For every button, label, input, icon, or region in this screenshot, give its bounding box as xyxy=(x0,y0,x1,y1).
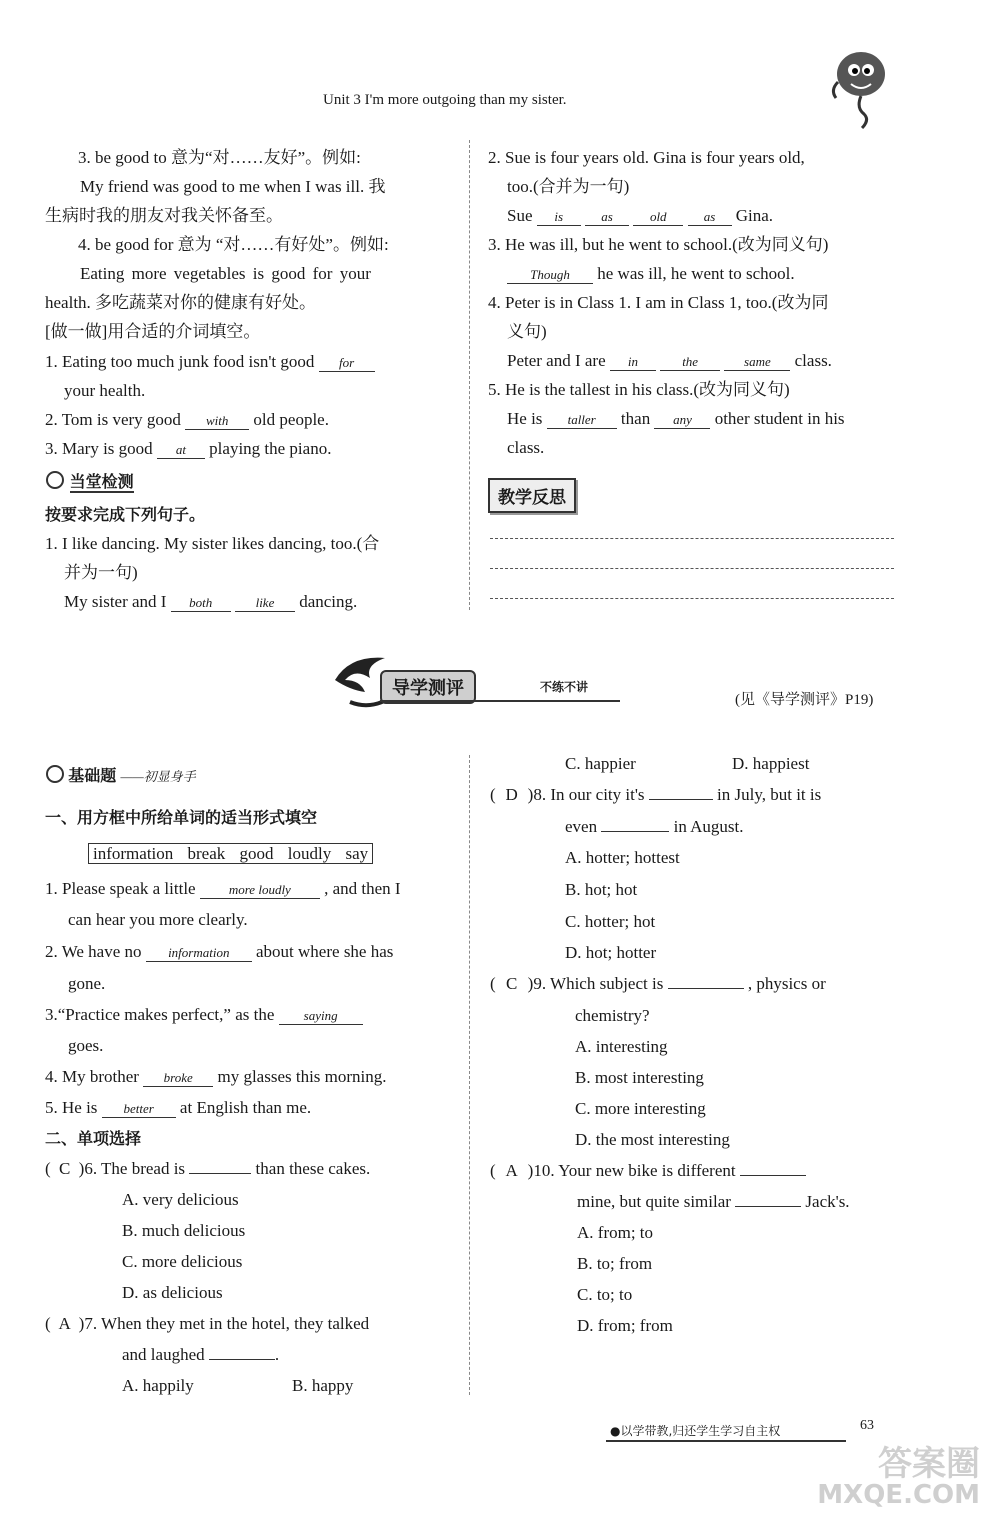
text-line: goes. xyxy=(68,1036,104,1055)
option[interactable]: A. interesting xyxy=(575,1037,668,1056)
answer-blank[interactable]: in xyxy=(610,354,656,371)
answer-line: He is taller than any other student in his xyxy=(507,409,845,428)
footer-rule xyxy=(606,1440,846,1442)
reflection-label: 教学反思 xyxy=(488,478,576,513)
answer-blank[interactable]: Though xyxy=(507,267,593,284)
mc-question-10: ( A )10. Your new bike is different xyxy=(490,1159,806,1183)
answer-blank[interactable] xyxy=(189,1159,251,1174)
question-1: 1. Eating too much junk food isn't good for xyxy=(45,350,375,374)
answer-blank[interactable]: as xyxy=(688,209,732,226)
text-line: gone. xyxy=(68,974,106,993)
option[interactable]: A. happily xyxy=(122,1376,194,1395)
answer-blank[interactable]: like xyxy=(235,595,295,612)
banner-subtitle: 不练不讲 xyxy=(540,680,589,694)
option[interactable]: C. more delicious xyxy=(122,1252,243,1271)
answer-blank[interactable]: better xyxy=(102,1101,176,1118)
text-line: 3. He was ill, but he went to school.(改为同义句) xyxy=(488,235,829,254)
text-line: 3. be good to 意为“对……友好”。例如: xyxy=(78,148,361,167)
text-line: 生病时我的朋友对我关怀备至。 xyxy=(45,206,283,225)
text-line: My friend was good to me when I was ill. 我 xyxy=(80,177,386,196)
watermark: 答案圈 xyxy=(878,1444,980,1484)
option[interactable]: C. more interesting xyxy=(575,1099,706,1118)
option[interactable]: D. as delicious xyxy=(122,1283,223,1302)
text-line: 2. Sue is four years old. Gina is four years old, xyxy=(488,148,805,167)
text-line: 5. He is the tallest in his class.(改为同义句) xyxy=(488,380,790,399)
footer-motto: ●以学带教,归还学生学习自主权 xyxy=(610,1424,781,1438)
bullet-icon xyxy=(46,765,64,783)
word-box: information break good loudly say xyxy=(88,842,373,866)
option[interactable]: A. very delicious xyxy=(122,1190,239,1209)
bullet-icon xyxy=(46,471,64,489)
answer-blank[interactable]: old xyxy=(633,209,683,226)
option[interactable]: A. from; to xyxy=(577,1223,654,1242)
question-line: 1. Please speak a little more loudly , and then I xyxy=(45,879,401,898)
practice-heading: [做一做]用合适的介词填空。 xyxy=(45,322,261,341)
answer-line: My sister and I both like dancing. xyxy=(64,592,358,611)
column-divider xyxy=(469,140,470,610)
banner-title: 导学测评 xyxy=(380,670,476,704)
question-line: 5. He is better at English than me. xyxy=(45,1098,312,1117)
option[interactable]: B. much delicious xyxy=(122,1221,246,1240)
text-line: even in August. xyxy=(565,817,744,836)
answer-blank[interactable]: as xyxy=(585,209,629,226)
answer-blank[interactable]: broke xyxy=(143,1070,213,1087)
answer-blank[interactable] xyxy=(740,1161,806,1176)
writing-line[interactable] xyxy=(490,538,894,539)
option[interactable]: B. to; from xyxy=(577,1254,653,1273)
reference-note: (见《导学测评》P19) xyxy=(735,692,874,708)
text-line: 4. Peter is in Class 1. I am in Class 1, too.(改为同 xyxy=(488,293,829,312)
text-line: 4. be good for 意为 “对……有好处”。例如: xyxy=(78,235,389,254)
answer-blank[interactable] xyxy=(209,1345,275,1360)
answer-blank[interactable] xyxy=(735,1192,801,1207)
instruction: 按要求完成下列句子。 xyxy=(45,505,206,524)
text-line: Eating more vegetables is good for your xyxy=(80,264,371,283)
option[interactable]: D. the most interesting xyxy=(575,1130,730,1149)
mc-question-7: ( A )7. When they met in the hotel, they talked xyxy=(45,1312,369,1336)
text-line: 1. I like dancing. My sister likes dancing, too.(合 xyxy=(45,534,380,553)
answer-blank[interactable]: for xyxy=(319,355,375,372)
answer-blank[interactable]: is xyxy=(537,209,581,226)
question-3: 3. Mary is good at playing the piano. xyxy=(45,439,332,458)
answer-blank[interactable]: same xyxy=(724,354,790,371)
mc-question-8: ( D )8. In our city it's in July, but it is xyxy=(490,783,821,807)
text-line: 义句) xyxy=(507,322,547,341)
answer-blank[interactable]: taller xyxy=(547,412,617,429)
answer-blank[interactable]: the xyxy=(660,354,720,371)
option[interactable]: A. hotter; hottest xyxy=(565,848,680,867)
answer-blank[interactable] xyxy=(649,785,713,800)
text-line: too.(合并为一句) xyxy=(507,177,630,196)
writing-line[interactable] xyxy=(490,598,894,599)
text-line: mine, but quite similar Jack's. xyxy=(577,1192,850,1211)
section-heading: 当堂检测 xyxy=(46,470,134,494)
text-line: 并为一句) xyxy=(64,563,138,582)
answer-blank[interactable]: at xyxy=(157,442,205,459)
answer-line: Peter and I are in the same class. xyxy=(507,351,832,370)
answer-blank[interactable] xyxy=(668,974,744,989)
choice-answer[interactable]: D xyxy=(505,785,518,804)
watermark-url: MXQE.COM xyxy=(817,1480,980,1510)
answer-blank[interactable]: any xyxy=(654,412,710,429)
answer-blank[interactable] xyxy=(601,817,669,832)
mc-question-9: ( C )9. Which subject is , physics or xyxy=(490,972,826,996)
text-line: can hear you more clearly. xyxy=(68,910,248,929)
text-line: your health. xyxy=(64,381,146,400)
text-line: chemistry? xyxy=(575,1006,650,1025)
answer-blank[interactable]: with xyxy=(185,413,249,430)
answer-line: Though he was ill, he went to school. xyxy=(507,262,795,286)
choice-answer[interactable]: A xyxy=(505,1161,518,1180)
section-heading: 基础题 ——初显身手 xyxy=(46,764,196,789)
answer-blank[interactable]: both xyxy=(171,595,231,612)
option[interactable]: B. happy xyxy=(292,1376,354,1395)
question-line: 4. My brother broke my glasses this morning. xyxy=(45,1067,387,1086)
text-line: health. 多吃蔬菜对你的健康有好处。 xyxy=(45,293,317,312)
text-line: class. xyxy=(507,438,545,457)
option[interactable]: D. from; from xyxy=(577,1316,673,1335)
question-line: 3.“Practice makes perfect,” as the saying xyxy=(45,1003,363,1027)
banner-underline xyxy=(380,700,620,702)
option[interactable]: B. most interesting xyxy=(575,1068,704,1087)
running-header: Unit 3 I'm more outgoing than my sister. xyxy=(323,92,567,108)
option[interactable]: D. hot; hotter xyxy=(565,943,657,962)
section-instruction: 一、用方框中所给单词的适当形式填空 xyxy=(45,808,318,827)
writing-line[interactable] xyxy=(490,568,894,569)
text-line: and laughed . xyxy=(122,1345,280,1364)
choice-answer[interactable]: C xyxy=(506,974,518,993)
mc-question-6: ( C )6. The bread is than these cakes. xyxy=(45,1157,370,1181)
mascot-icon xyxy=(826,42,896,132)
column-divider xyxy=(469,755,470,1395)
page-number: 63 xyxy=(860,1418,874,1433)
choice-answer[interactable]: A xyxy=(58,1314,71,1333)
option[interactable]: C. happier xyxy=(565,754,636,773)
choice-answer[interactable]: C xyxy=(59,1159,71,1178)
question-2: 2. Tom is very good with old people. xyxy=(45,410,329,429)
answer-blank[interactable]: more loudly xyxy=(200,882,320,899)
section-instruction: 二、单项选择 xyxy=(45,1129,142,1148)
option[interactable]: C. hotter; hot xyxy=(565,912,656,931)
option[interactable]: C. to; to xyxy=(577,1285,633,1304)
answer-blank[interactable]: saying xyxy=(279,1008,363,1025)
option[interactable]: B. hot; hot xyxy=(565,880,638,899)
option[interactable]: D. happiest xyxy=(732,754,810,773)
answer-line: Sue is as old as Gina. xyxy=(507,206,774,225)
answer-blank[interactable]: information xyxy=(146,945,252,962)
question-line: 2. We have no information about where she has xyxy=(45,942,394,961)
